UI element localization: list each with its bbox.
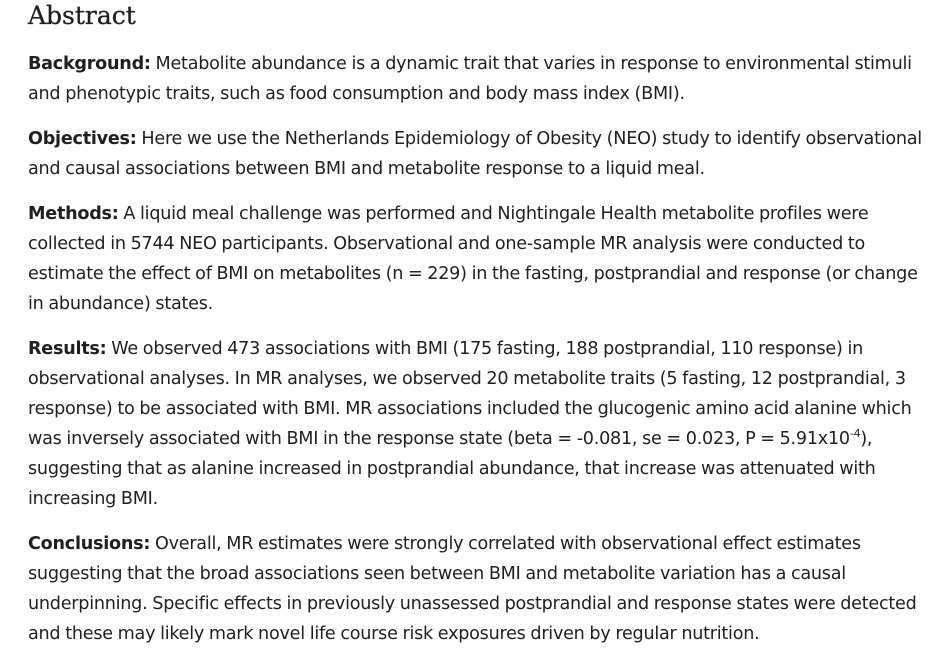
results-label: Results:: [28, 339, 107, 359]
abstract-heading: Abstract: [28, 1, 136, 30]
background-paragraph: [28, 49, 933, 109]
background-label: Background:: [28, 54, 151, 74]
results-p-value-exponent: -4: [849, 427, 861, 441]
methods-text: A liquid meal challenge was performed and Nightingale Health metabolite profiles were collected in 5744 NEO participants. Observational and one-sample MR analysis were conducted to estimate the effect of BMI on metabolites (n = 229) in the fasting, postprandial and response (or change in abundance) states.: [28, 204, 918, 314]
objectives-paragraph: [28, 124, 933, 184]
conclusions-text: Overall, MR estimates were strongly correlated with observational effect estimates suggesting that the broad associations seen between BMI and metabolite variation has a causal underpinning. Specific effects in previously unassessed postprandial and response states were detected and these may likely mark novel life course risk exposures driven by regular nutrition.: [28, 534, 917, 644]
results-text-before: We observed 473 associations with BMI (175 fasting, 188 postprandial, 110 response) in observational analyses. In MR analyses, we observed 20 metabolite traits (5 fasting, 12 postprandial, 3 response) to be associated with BMI. MR associations included the glucogenic amino acid alanine which was inversely associated with BMI in the response state (beta = -0.081, se = 0.023, P = 5.91x10: [28, 339, 912, 449]
methods-paragraph: [28, 199, 933, 319]
abstract-section: [28, 0, 933, 644]
objectives-label: Objectives:: [28, 129, 137, 149]
methods-label: Methods:: [28, 204, 119, 224]
results-paragraph: [28, 334, 933, 514]
conclusions-label: Conclusions:: [28, 534, 151, 554]
results-text-after: ), suggesting that as alanine increased in postprandial abundance, that increase was attenuated with increasing BMI.: [28, 429, 876, 509]
objectives-text: Here we use the Netherlands Epidemiology of Obesity (NEO) study to identify observational and causal associations between BMI and metabolite response to a liquid meal.: [28, 129, 922, 179]
background-text: Metabolite abundance is a dynamic trait that varies in response to environmental stimuli and phenotypic traits, such as food consumption and body mass index (BMI).: [28, 54, 912, 104]
conclusions-paragraph: [28, 529, 933, 649]
